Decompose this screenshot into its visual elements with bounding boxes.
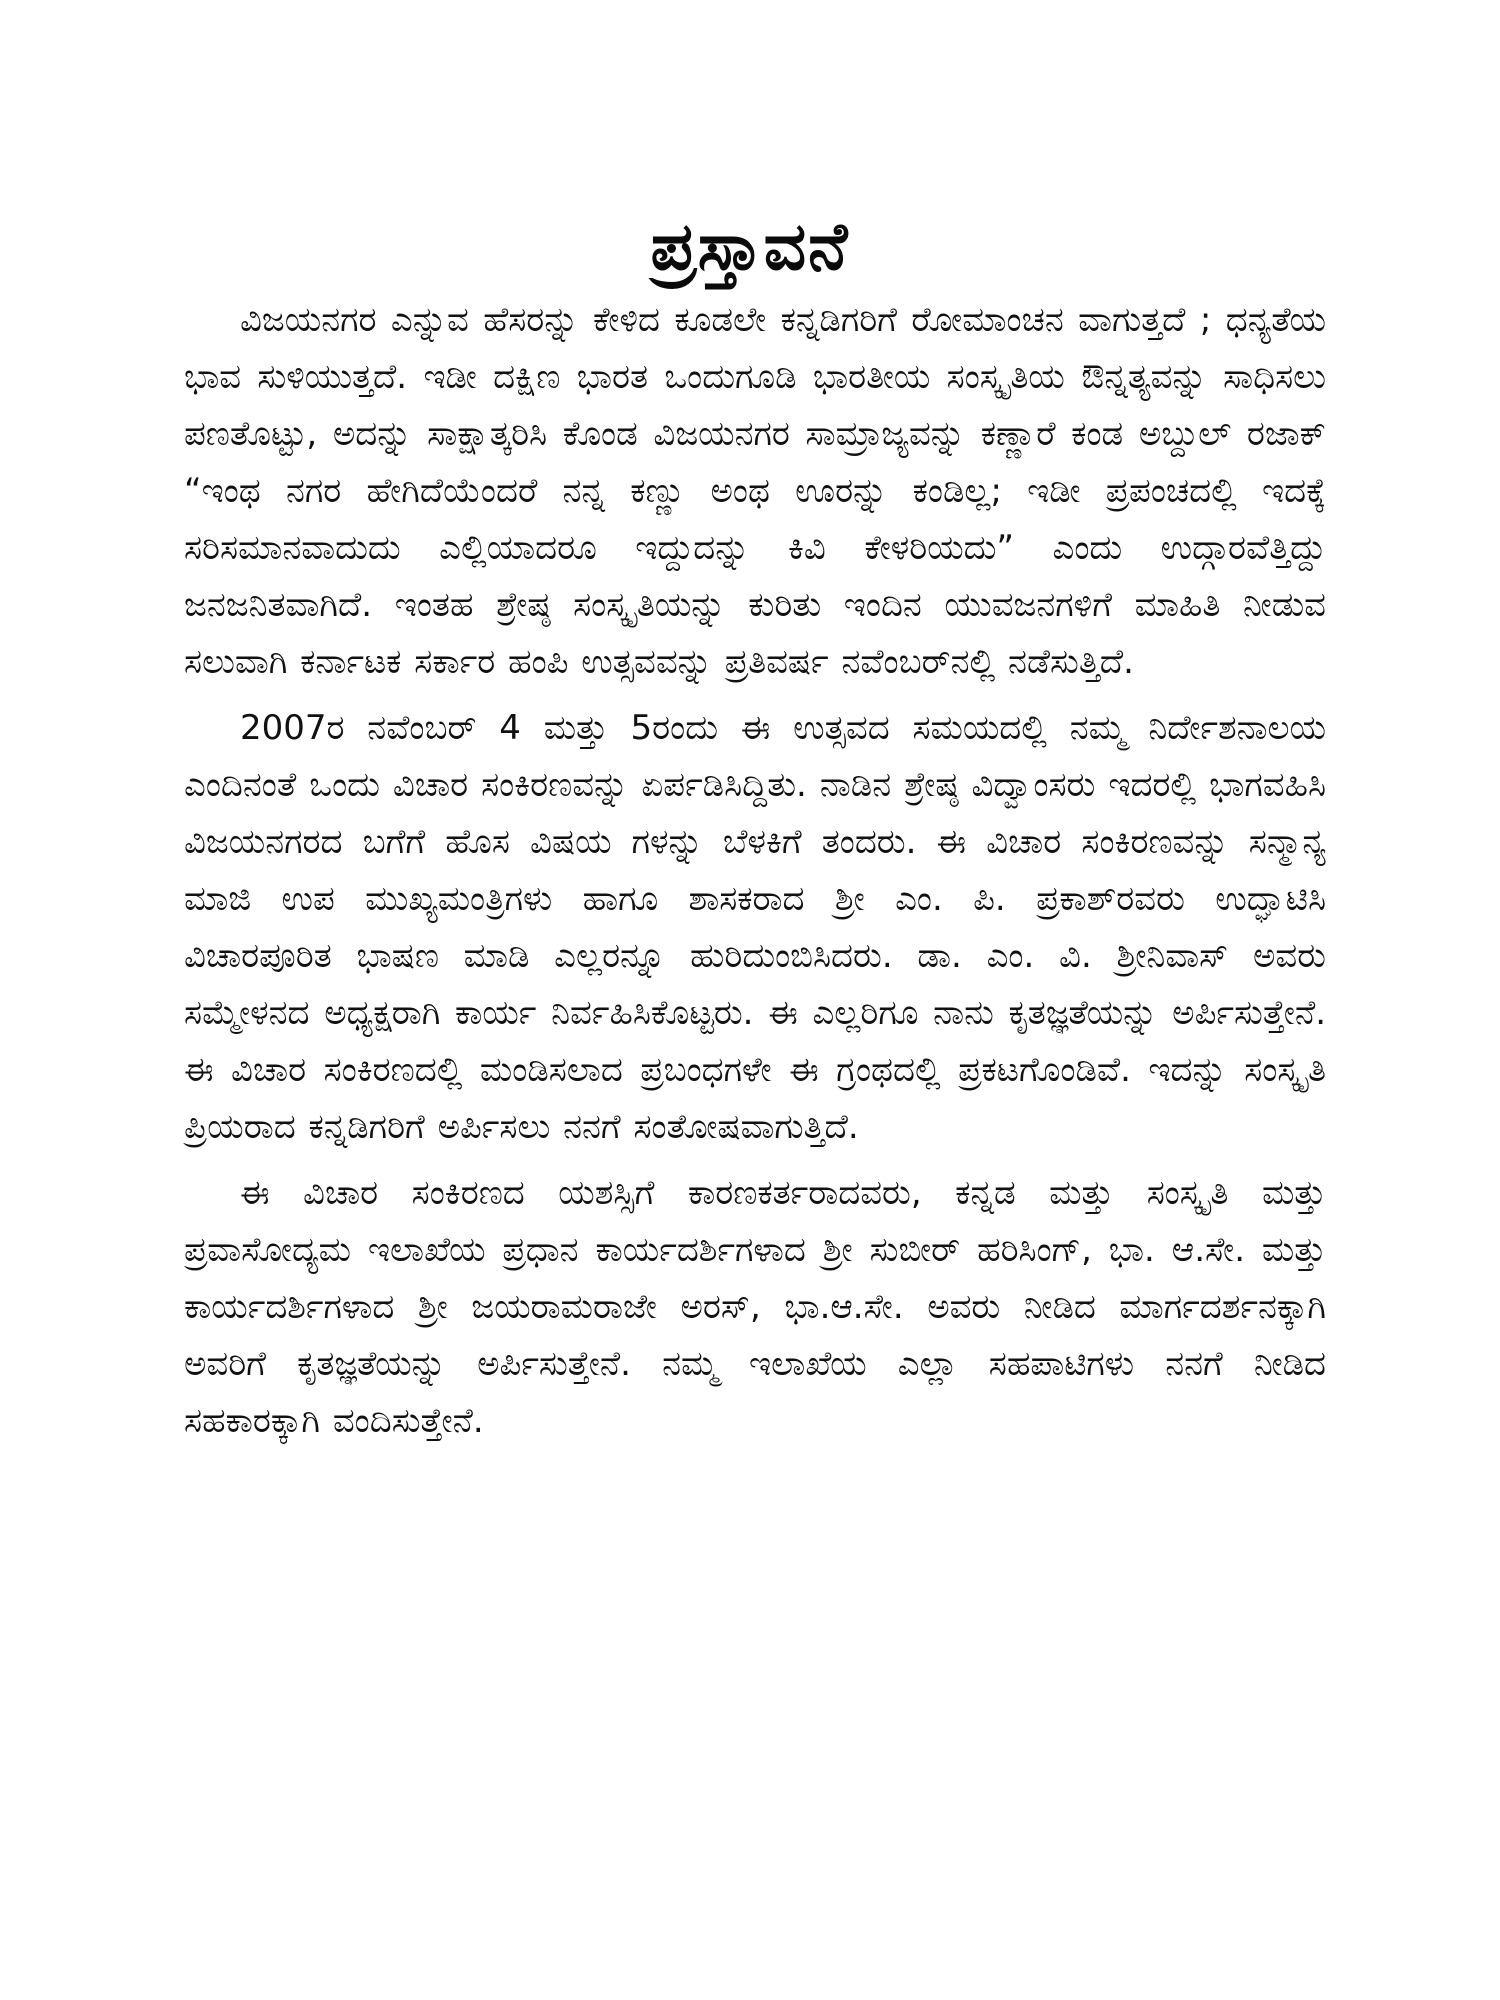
- paragraph-2: 2007ರ ನವೆಂಬರ್ 4 ಮತ್ತು 5ರಂದು ಈ ಉತ್ಸವದ ಸಮಯದಲ್ಲಿ ನಮ್ಮ ನಿರ್ದೇಶನಾಲಯ ಎಂದಿನಂತೆ ಒಂದು ವಿಚಾರ ಸಂಕಿರಣವನ್ನು ಏರ್ಪಡಿಸಿದ್ದಿತು. ನಾಡಿನ ಶ್ರೇಷ್ಠ ವಿದ್ವಾಂಸರು ಇದರಲ್ಲಿ ಭಾಗವಹಿಸಿ ವಿಜಯನಗರದ ಬಗೆಗೆ ಹೊಸ ವಿಷಯ ಗಳನ್ನು ಬೆಳಕಿಗೆ ತಂದರು. ಈ ವಿಚಾರ ಸಂಕಿರಣವನ್ನು ಸನ್ಮಾನ್ಯ ಮಾಜಿ ಉಪ ಮುಖ್ಯಮಂತ್ರಿಗಳು ಹಾಗೂ ಶಾಸಕರಾದ ಶ್ರೀ ಎಂ. ಪಿ. ಪ್ರಕಾಶ್‌ರವರು ಉದ್ಘಾಟಿಸಿ ವಿಚಾರಪೂರಿತ ಭಾಷಣ ಮಾಡಿ ಎಲ್ಲರನ್ನೂ ಹುರಿದುಂಬಿಸಿದರು. ಡಾ. ಎಂ. ವಿ. ಶ್ರೀನಿವಾಸ್ ಅವರು ಸಮ್ಮೇಳನದ ಅಧ್ಯಕ್ಷರಾಗಿ ಕಾರ್ಯ ನಿರ್ವಹಿಸಿಕೊಟ್ಟರು. ಈ ಎಲ್ಲರಿಗೂ ನಾನು ಕೃತಜ್ಞತೆಯನ್ನು ಅರ್ಪಿಸುತ್ತೇನೆ. ಈ ವಿಚಾರ ಸಂಕಿರಣದಲ್ಲಿ ಮಂಡಿಸಲಾದ ಪ್ರಬಂಧಗಳೇ ಈ ಗ್ರಂಥದಲ್ಲಿ ಪ್ರಕಟಗೊಂಡಿವೆ. ಇದನ್ನು ಸಂಸ್ಕೃತಿ ಪ್ರಿಯರಾದ ಕನ್ನಡಿಗರಿಗೆ ಅರ್ಪಿಸಲು ನನಗೆ ಸಂತೋಷವಾಗುತ್ತಿದೆ.: [184, 708, 1326, 1147]
- body-text: [184, 292, 1326, 1459]
- page-title: ಪ್ರಸ್ತಾವನೆ: [650, 208, 850, 286]
- paragraph-3: ಈ ವಿಚಾರ ಸಂಕಿರಣದ ಯಶಸ್ಸಿಗೆ ಕಾರಣಕರ್ತರಾದವರು, ಕನ್ನಡ ಮತ್ತು ಸಂಸ್ಕೃತಿ ಮತ್ತು ಪ್ರವಾಸೋದ್ಯಮ ಇಲಾಖೆಯ ಪ್ರಧಾನ ಕಾರ್ಯದರ್ಶಿಗಳಾದ ಶ್ರೀ ಸುಬೀರ್ ಹರಿಸಿಂಗ್, ಭಾ. ಆ.ಸೇ. ಮತ್ತು ಕಾರ್ಯದರ್ಶಿಗಳಾದ ಶ್ರೀ ಜಯರಾಮರಾಜೇ ಅರಸ್, ಭಾ.ಆ.ಸೇ. ಅವರು ನೀಡಿದ ಮಾರ್ಗದರ್ಶನಕ್ಕಾಗಿ ಅವರಿಗೆ ಕೃತಜ್ಞತೆಯನ್ನು ಅರ್ಪಿಸುತ್ತೇನೆ. ನಮ್ಮ ಇಲಾಖೆಯ ಎಲ್ಲಾ ಸಹಪಾಟಿಗಳು ನನಗೆ ನೀಡಿದ ಸಹಕಾರಕ್ಕಾಗಿ ವಂದಿಸುತ್ತೇನೆ.: [184, 1173, 1326, 1441]
- paragraph-1: ವಿಜಯನಗರ ಎನ್ನುವ ಹೆಸರನ್ನು ಕೇಳಿದ ಕೂಡಲೇ ಕನ್ನಡಿಗರಿಗೆ ರೋಮಾಂಚನ ವಾಗುತ್ತದೆ ; ಧನ್ಯತೆಯ ಭಾವ ಸುಳಿಯುತ್ತದೆ. ಇಡೀ ದಕ್ಷಿಣ ಭಾರತ ಒಂದುಗೂಡಿ ಭಾರತೀಯ ಸಂಸ್ಕೃತಿಯ ಔನ್ನತ್ಯವನ್ನು ಸಾಧಿಸಲು ಪಣತೊಟ್ಟು, ಅದನ್ನು ಸಾಕ್ಷಾತ್ಕರಿಸಿ ಕೊಂಡ ವಿಜಯನಗರ ಸಾಮ್ರಾಜ್ಯವನ್ನು ಕಣ್ಣಾರೆ ಕಂಡ ಅಬ್ದುಲ್ ರಜಾಕ್ “ಇಂಥ ನಗರ ಹೇಗಿದೆಯೆಂದರೆ ನನ್ನ ಕಣ್ಣು ಅಂಥ ಊರನ್ನು ಕಂಡಿಲ್ಲ; ಇಡೀ ಪ್ರಪಂಚದಲ್ಲಿ ಇದಕ್ಕೆ ಸರಿಸಮಾನವಾದುದು ಎಲ್ಲಿಯಾದರೂ ಇದ್ದುದನ್ನು ಕಿವಿ ಕೇಳರಿಯದು” ಎಂದು ಉದ್ಗಾರವೆತ್ತಿದ್ದು ಜನಜನಿತವಾಗಿದೆ. ಇಂತಹ ಶ್ರೇಷ್ಠ ಸಂಸ್ಕೃತಿಯನ್ನು ಕುರಿತು ಇಂದಿನ ಯುವಜನಗಳಿಗೆ ಮಾಹಿತಿ ನೀಡುವ ಸಲುವಾಗಿ ಕರ್ನಾಟಕ ಸರ್ಕಾರ ಹಂಪಿ ಉತ್ಸವವನ್ನು ಪ್ರತಿವರ್ಷ ನವೆಂಬರ್‌ನಲ್ಲಿ ನಡೆಸುತ್ತಿದೆ.: [184, 300, 1326, 682]
